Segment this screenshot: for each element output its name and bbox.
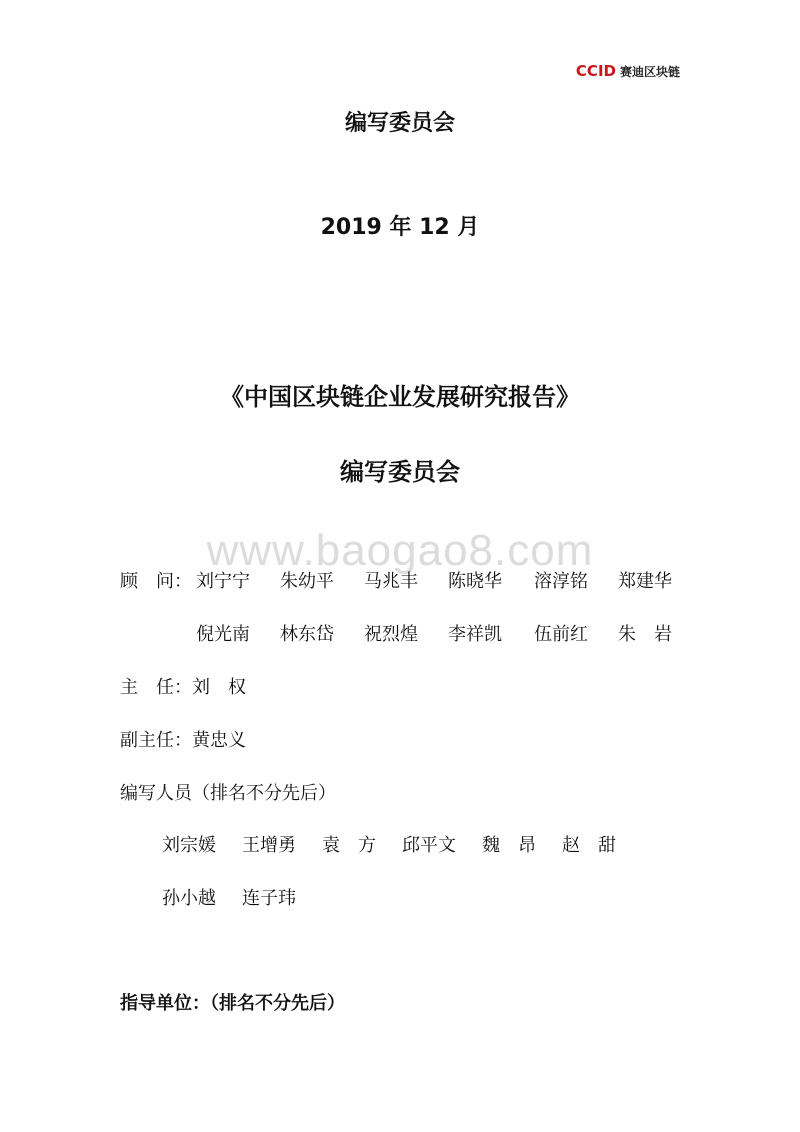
report-title: 《中国区块链企业发展研究报告》 bbox=[220, 383, 580, 411]
advisors-label: 顾 问： bbox=[120, 571, 192, 592]
advisor-name: 朱 岩 bbox=[618, 624, 672, 645]
writer-name: 刘宗媛 bbox=[162, 835, 216, 856]
advisor-name: 林东岱 bbox=[280, 624, 334, 645]
report-date: 2019 年 12 月 bbox=[320, 215, 480, 240]
writer-name: 孙小越 bbox=[162, 888, 216, 909]
writer-name: 赵 甜 bbox=[562, 835, 616, 856]
writers-label: 编写人员（排名不分先后） bbox=[120, 783, 336, 804]
advisors-names-row-2 bbox=[196, 623, 696, 647]
deputy-director-row bbox=[120, 729, 246, 753]
committee-heading-2: 编写委员会 bbox=[340, 458, 460, 486]
advisor-name: 朱幼平 bbox=[280, 571, 334, 592]
director-name: 刘 权 bbox=[192, 677, 246, 698]
director-row bbox=[120, 676, 246, 700]
advisor-name: 郑建华 bbox=[618, 571, 672, 592]
brand-subtitle: 赛迪区块链 bbox=[619, 65, 680, 79]
advisor-name: 李祥凯 bbox=[448, 624, 502, 645]
advisor-name: 伍前红 bbox=[534, 624, 588, 645]
writers-names-row-1 bbox=[162, 834, 662, 858]
director-label: 主 任： bbox=[120, 677, 192, 698]
advisor-name: 马兆丰 bbox=[364, 571, 418, 592]
writer-name: 魏 昂 bbox=[482, 835, 536, 856]
brand-name: CCID bbox=[575, 62, 616, 80]
guidance-label: 指导单位：（排名不分先后） bbox=[120, 993, 345, 1014]
writer-name: 王增勇 bbox=[242, 835, 296, 856]
advisor-name: 倪光南 bbox=[196, 624, 250, 645]
advisor-name: 溶淳铭 bbox=[534, 571, 588, 592]
advisors-names-row-1 bbox=[196, 570, 696, 594]
writer-name: 连子玮 bbox=[242, 888, 296, 909]
advisor-name: 祝烈煌 bbox=[364, 624, 418, 645]
watermark: www.baogao8.com bbox=[206, 526, 594, 575]
advisor-name: 陈晓华 bbox=[448, 571, 502, 592]
deputy-director-name: 黄忠义 bbox=[192, 730, 246, 751]
writers-names-row-2 bbox=[162, 887, 662, 911]
brand-logo bbox=[576, 62, 680, 80]
committee-heading: 编写委员会 bbox=[344, 111, 455, 136]
writer-name: 邱平文 bbox=[402, 835, 456, 856]
deputy-director-label: 副主任： bbox=[120, 730, 192, 751]
writer-name: 袁 方 bbox=[322, 835, 376, 856]
advisor-name: 刘宁宁 bbox=[196, 571, 250, 592]
